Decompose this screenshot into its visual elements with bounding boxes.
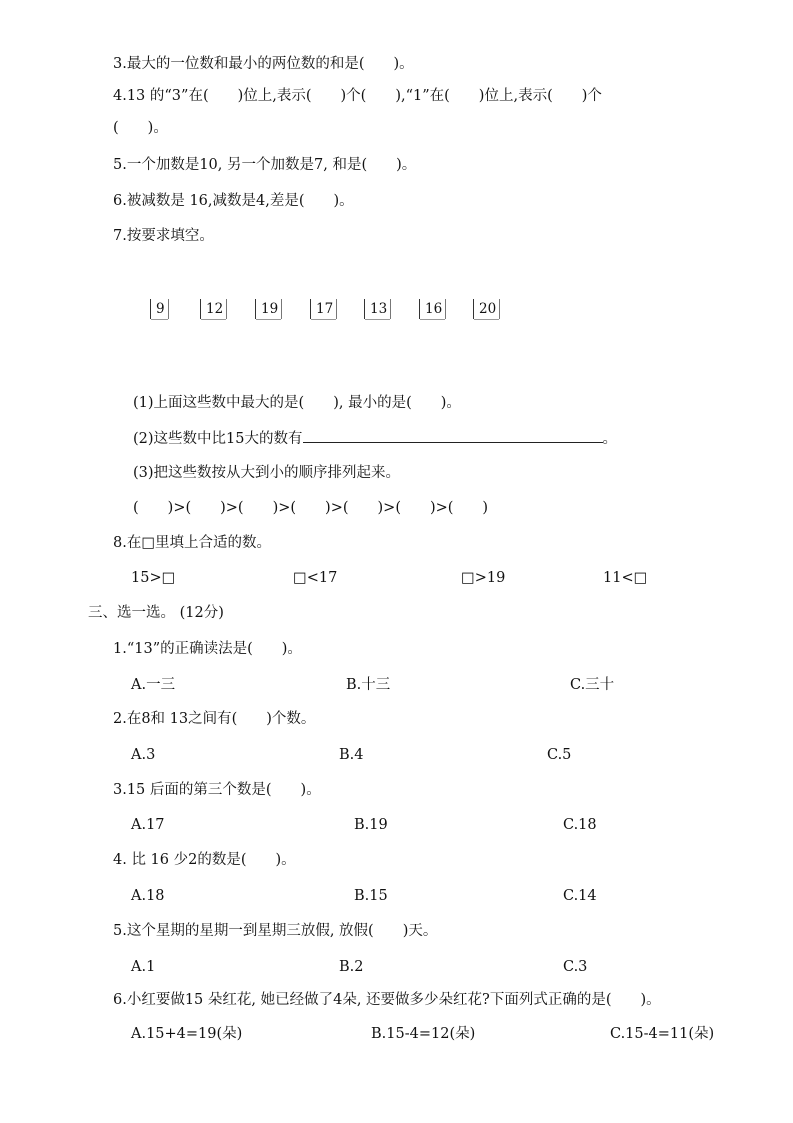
choice-question-5: 5.这个星期的星期一到星期三放假, 放假( )天。 xyxy=(113,923,438,939)
option-b: B.15 xyxy=(354,888,388,904)
question-4-line-1: 4.13 的“3”在( )位上,表示( )个( ),“1”在( )位上,表示( )个 xyxy=(113,88,602,104)
question-8-item: 15>□ xyxy=(131,570,176,586)
choice-question-3: 3.15 后面的第三个数是( )。 xyxy=(113,782,321,798)
number-card: 19 xyxy=(255,299,282,319)
option-c: C.3 xyxy=(563,959,588,975)
choice-question-1: 1.“13”的正确读法是( )。 xyxy=(113,641,302,657)
choice-question-4: 4. 比 16 少2的数是( )。 xyxy=(113,852,296,868)
option-a: A.3 xyxy=(131,747,156,763)
choice-question-2: 2.在8和 13之间有( )个数。 xyxy=(113,711,316,727)
option-a: A.17 xyxy=(131,817,165,833)
option-b: B.19 xyxy=(354,817,388,833)
option-b: B.15-4=12(朵) xyxy=(371,1026,476,1042)
option-a: A.18 xyxy=(131,888,165,904)
question-7-sub-2-end: 。 xyxy=(602,431,617,447)
question-8-item: 11<□ xyxy=(603,570,648,586)
order-blanks: ( )>( )>( )>( )>( )>( )>( ) xyxy=(133,500,489,516)
choice-question-6: 6.小红要做15 朵红花, 她已经做了4朵, 还要做多少朵红花?下面列式正确的是( )。 xyxy=(113,992,661,1008)
option-b: B.4 xyxy=(339,747,364,763)
option-c: C.三十 xyxy=(570,677,615,693)
number-card: 17 xyxy=(310,299,337,319)
option-c: C.5 xyxy=(547,747,572,763)
question-8: 8.在□里填上合适的数。 xyxy=(113,535,272,551)
answer-blank-line xyxy=(303,428,603,443)
question-5: 5.一个加数是10, 另一个加数是7, 和是( )。 xyxy=(113,157,417,173)
question-7-sub-2-text: (2)这些数中比15大的数有 xyxy=(133,431,303,447)
option-a: A.一三 xyxy=(131,677,176,693)
question-7-sub-2 xyxy=(133,428,617,449)
question-4-line-2: ( )。 xyxy=(113,120,168,136)
option-b: B.十三 xyxy=(346,677,391,693)
option-c: C.14 xyxy=(563,888,597,904)
question-8-item: □>19 xyxy=(461,570,506,586)
number-card: 9 xyxy=(150,299,169,319)
option-a: A.15+4=19(朵) xyxy=(131,1026,243,1042)
question-3: 3.最大的一位数和最小的两位数的和是( )。 xyxy=(113,56,414,72)
number-card: 12 xyxy=(200,299,227,319)
question-8-item: □<17 xyxy=(293,570,338,586)
option-b: B.2 xyxy=(339,959,364,975)
question-6: 6.被减数是 16,减数是4,差是( )。 xyxy=(113,193,354,209)
number-card: 20 xyxy=(473,299,500,319)
section-heading: 三、选一选。 (12分) xyxy=(88,605,224,621)
option-c: C.15-4=11(朵) xyxy=(610,1026,715,1042)
number-card: 16 xyxy=(419,299,446,319)
question-7-sub-1: (1)上面这些数中最大的是( ), 最小的是( )。 xyxy=(133,395,461,411)
option-c: C.18 xyxy=(563,817,597,833)
option-a: A.1 xyxy=(131,959,156,975)
number-card: 13 xyxy=(364,299,391,319)
question-7: 7.按要求填空。 xyxy=(113,228,214,244)
question-7-sub-3: (3)把这些数按从大到小的顺序排列起来。 xyxy=(133,465,401,481)
number-cards xyxy=(150,299,510,321)
